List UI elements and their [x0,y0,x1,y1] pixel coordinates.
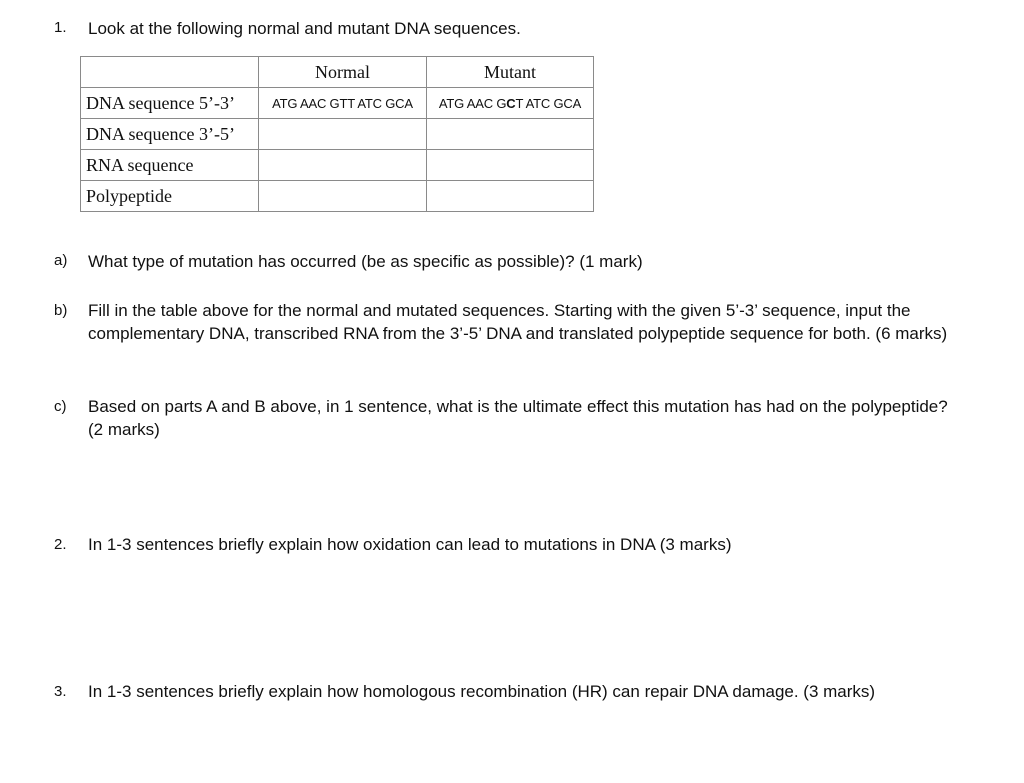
question-2-number: 2. [54,536,67,553]
mutant-rna-cell[interactable] [427,150,594,181]
normal-dna-3-5-cell[interactable] [259,119,427,150]
mutant-seq-changed-base: C [506,95,516,111]
question-1-text: Look at the following normal and mutant DNA sequences. [88,19,521,38]
question-3-number: 3. [54,683,67,700]
part-c-text: Based on parts A and B above, in 1 sentence, what is the ultimate effect this mutation has had on the polypeptide? (2 marks) [88,397,948,439]
question-3-text: In 1-3 sentences briefly explain how homologous recombination (HR) can repair DNA damage. (3 marks) [88,682,876,701]
table-header-row [81,57,594,88]
dna-sequence-table [80,56,594,212]
normal-dna-5-3: ATG AAC GTT ATC GCA [259,88,427,119]
part-b-letter: b) [54,302,68,319]
header-normal: Normal [259,57,427,88]
question-1-number: 1. [54,19,67,36]
header-mutant: Mutant [427,57,594,88]
part-b-text: Fill in the table above for the normal and mutated sequences. Starting with the given 5’-3’ sequence, input the complementary DNA, transcribed RNA from the 3’-5’ DNA and translated polypeptide sequence for both. (6 marks) [88,301,948,343]
row-label-polypeptide: Polypeptide [81,181,259,212]
row-label-dna-5-3: DNA sequence 5’-3’ [81,88,259,119]
table-corner-cell [81,57,259,88]
mutant-dna-3-5-cell[interactable] [427,119,594,150]
table-row [81,119,594,150]
table-row [81,150,594,181]
row-label-dna-3-5: DNA sequence 3’-5’ [81,119,259,150]
mutant-seq-before: ATG AAC G [438,95,507,111]
mutant-seq-after: T ATC GCA [515,95,582,111]
normal-rna-cell[interactable] [259,150,427,181]
part-a-letter: a) [54,252,68,269]
mutant-polypeptide-cell[interactable] [427,181,594,212]
normal-polypeptide-cell[interactable] [259,181,427,212]
part-a-text: What type of mutation has occurred (be as specific as possible)? (1 mark) [88,252,643,271]
part-c-letter: c) [54,398,67,415]
table-row [81,88,594,119]
table-row [81,181,594,212]
question-2-text: In 1-3 sentences briefly explain how oxidation can lead to mutations in DNA (3 marks) [88,535,732,554]
mutant-dna-5-3 [427,88,594,119]
row-label-rna: RNA sequence [81,150,259,181]
